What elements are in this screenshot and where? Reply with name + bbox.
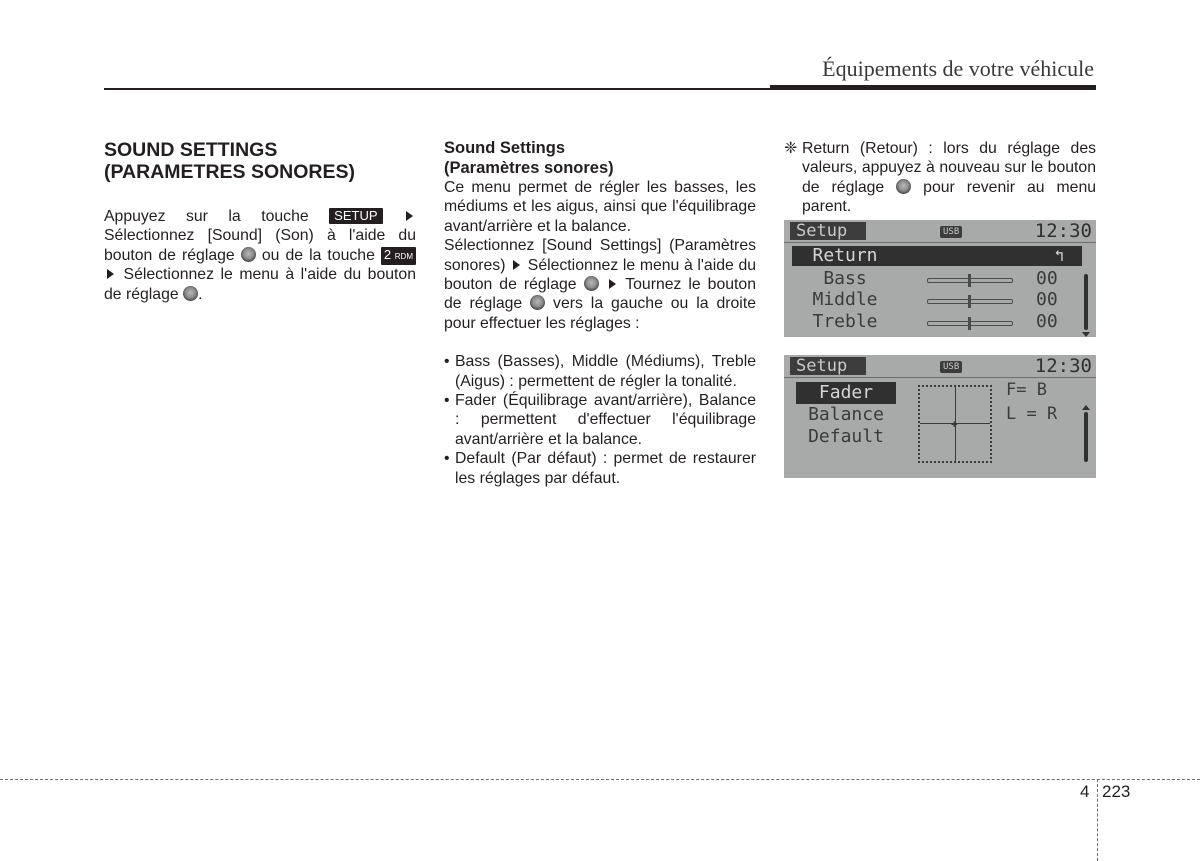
fader-balance-grid [918, 385, 992, 463]
menu-row-treble [784, 312, 1096, 332]
footer-rule [0, 779, 1200, 780]
column-2 [444, 139, 756, 488]
usb-badge: USB [940, 361, 962, 373]
position-marker-icon: ✚ [951, 417, 958, 430]
scroll-up-icon [1082, 405, 1090, 410]
scroll-down-icon [1082, 332, 1090, 337]
arrow-right-icon [406, 211, 413, 221]
fader-menu [796, 382, 896, 448]
subsection-heading [444, 139, 756, 178]
balance-value: L = R [1006, 404, 1058, 424]
text: Return (Retour) : lors du réglage des valeurs, appuyez à nouveau sur le bouton de réglage [802, 140, 1096, 196]
text: Tournez le bouton de réglage [444, 276, 756, 313]
note-mark: ❈ [784, 140, 798, 157]
slider [927, 278, 1013, 283]
menu-item-default: Default [808, 426, 884, 447]
slider-thumb [968, 274, 971, 287]
chapter-number: 4 [1080, 782, 1090, 801]
slider [927, 321, 1013, 326]
arrow-right-icon [609, 279, 616, 289]
column-1 [104, 139, 416, 304]
knob-icon [530, 295, 545, 310]
scrollbar-bar [1084, 412, 1088, 462]
row-value: 00 [1036, 289, 1058, 310]
setup-screen-fader [784, 355, 1096, 478]
scrollbar [1082, 405, 1090, 464]
slider [927, 299, 1013, 304]
row-value: 00 [1036, 268, 1058, 289]
heading-line-2: (Paramètres sonores) [444, 158, 614, 177]
row-label: Middle [812, 289, 878, 310]
knob-icon [896, 179, 911, 194]
setup-button-label: SETUP [329, 208, 382, 224]
row-label: Return [812, 245, 878, 266]
return-icon: ↰ [1054, 246, 1064, 265]
text: Sélectionnez le menu à l'aide du bouton de réglage [104, 266, 416, 303]
text: ou de la touche [261, 246, 375, 264]
page-number: 223 [1102, 782, 1131, 801]
arrow-right-icon [107, 269, 114, 279]
heading-line-2: (PARAMETRES SONORES) [104, 161, 355, 183]
knob-icon [584, 276, 599, 291]
rdm-button-label [381, 247, 416, 265]
text: Sélectionnez le menu à l'aide du bouton de réglage [444, 256, 757, 294]
scrollbar-bar [1084, 274, 1088, 330]
section-heading [104, 139, 416, 183]
menu-item-fader: Fader [796, 382, 896, 404]
usb-badge: USB [940, 226, 962, 238]
row-value: 00 [1036, 311, 1058, 332]
text: vers la gauche ou la droite pour effectuer les réglages : [444, 295, 756, 332]
header-rule-thick [770, 85, 1096, 90]
list-item: • Fader (Équilibrage avant/arrière), Balance : permettent d'effectuer l'équilibrage avant/arrière et la balance. [444, 391, 756, 449]
list-item: • Default (Par défaut) : permet de restaurer les réglages par défaut. [444, 449, 756, 488]
screen-tab: Setup [790, 222, 866, 240]
heading-line-1: SOUND SETTINGS [104, 139, 278, 161]
screen-tab: Setup [790, 357, 866, 375]
knob-icon [183, 286, 198, 301]
text: . [198, 285, 203, 303]
setup-screen-eq [784, 220, 1096, 337]
rdm-button-sub: RDM [394, 251, 413, 261]
page-header-title: Équipements de votre véhicule [822, 56, 1094, 81]
steps-paragraph [444, 236, 756, 333]
screen-clock: 12:30 [1034, 220, 1092, 242]
screen-clock: 12:30 [1034, 355, 1092, 377]
settings-list [444, 352, 756, 488]
list-item: • Bass (Basses), Middle (Médiums), Treble (Aigus) : permettent de régler la tonalité. [444, 352, 756, 391]
menu-row-bass [784, 269, 1096, 289]
fader-value: F= B [1006, 380, 1047, 400]
text: Sélectionnez [Sound Settings] (Paramètres sonores) [444, 237, 756, 274]
row-label: Bass [823, 268, 867, 289]
arrow-right-icon [513, 260, 520, 270]
return-note [784, 139, 1096, 217]
header-rule [104, 88, 770, 90]
row-label: Treble [812, 311, 878, 332]
instruction-paragraph [104, 207, 416, 304]
intro-paragraph: Ce menu permet de régler les basses, les médiums et les aigus, ainsi que l'équilibrage avant/arrière et la balance. [444, 179, 756, 235]
text: Sélectionnez [Sound] (Son) à l'aide du bouton de réglage [104, 227, 416, 264]
scrollbar [1082, 272, 1090, 337]
knob-icon [241, 247, 256, 262]
rdm-button-number: 2 [383, 246, 392, 262]
heading-line-1: Sound Settings [444, 139, 565, 157]
text: pour revenir au menu parent. [802, 178, 1097, 216]
menu-item-balance: Balance [808, 404, 884, 425]
column-3 [784, 139, 1096, 217]
footer-divider [1097, 779, 1098, 861]
menu-row-return [792, 246, 1082, 266]
text: Appuyez sur la touche [104, 208, 309, 225]
slider-thumb [968, 317, 971, 330]
menu-row-middle [784, 290, 1096, 310]
slider-thumb [968, 295, 971, 308]
